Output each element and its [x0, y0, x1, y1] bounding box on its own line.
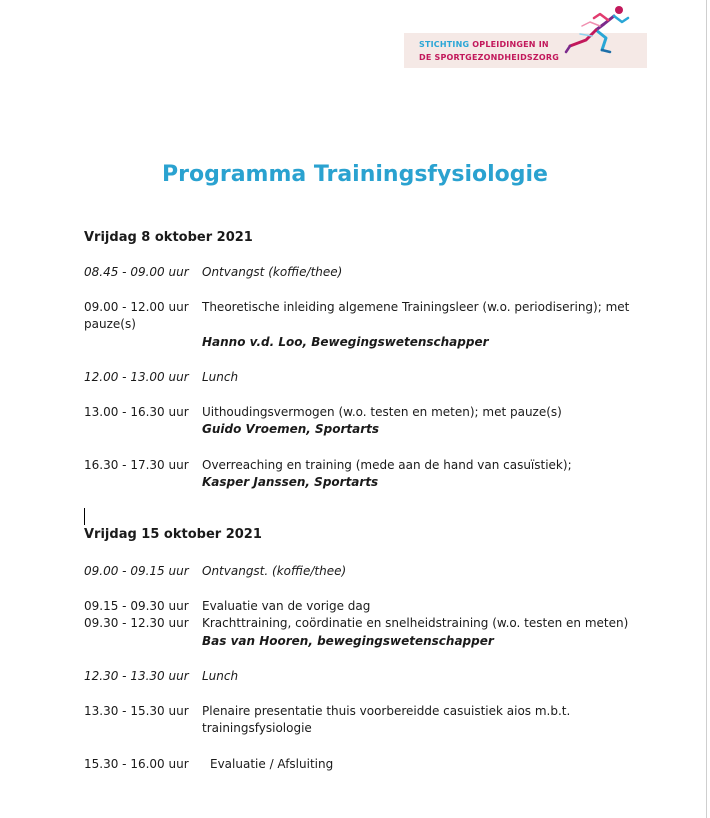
row-description: Ontvangst (koffie/thee) [202, 265, 343, 279]
row-description: Ontvangst. (koffie/thee) [202, 564, 347, 578]
row-time: 09.30 - 12.30 uur [84, 616, 189, 630]
page-title: Programma Trainingsfysiologie [162, 162, 548, 187]
row-description: Uithoudingsvermogen (w.o. testen en meten); met pauze(s) [202, 405, 562, 419]
row-time: 09.15 - 09.30 uur [84, 599, 189, 613]
row-time: 12.30 - 13.30 uur [84, 669, 189, 683]
row-description: Evaluatie / Afsluiting [210, 757, 334, 771]
day-heading-1: Vrijdag 8 oktober 2021 [84, 230, 253, 245]
row-time: 12.00 - 13.00 uur [84, 370, 189, 384]
row-description: Evaluatie van de vorige dag [202, 599, 371, 613]
row-time: 13.00 - 16.30 uur [84, 405, 189, 419]
row-description: Lunch [202, 669, 239, 683]
row-time: 09.00 - 12.00 uur [84, 300, 189, 314]
logo-line-1: STICHTING OPLEIDINGEN IN [419, 40, 549, 49]
row-description: Krachttraining, coördinatie en snelheidstraining (w.o. testen en meten) [202, 616, 629, 630]
row-description: Lunch [202, 370, 239, 384]
text-cursor [84, 508, 85, 525]
logo-line-2: DE SPORTGEZONDHEIDSZORG [419, 53, 560, 62]
page-edge [706, 0, 707, 818]
row-description: Theoretische inleiding algemene Trainingsleer (w.o. periodisering); met [202, 300, 630, 314]
row-time: 09.00 - 09.15 uur [84, 564, 189, 578]
runner-logo-icon [556, 0, 636, 62]
row-time: 16.30 - 17.30 uur [84, 458, 189, 472]
row-time: 13.30 - 15.30 uur [84, 704, 189, 718]
row-time: 08.45 - 09.00 uur [84, 265, 189, 279]
day-heading-2: Vrijdag 15 oktober 2021 [84, 527, 262, 542]
row-description: Overreaching en training (mede aan de hand van casuïstiek); [202, 458, 572, 472]
row-time: 15.30 - 16.00 uur [84, 757, 189, 771]
row-description: Plenaire presentatie thuis voorbereidde casuistiek aios m.b.t. [202, 704, 571, 718]
